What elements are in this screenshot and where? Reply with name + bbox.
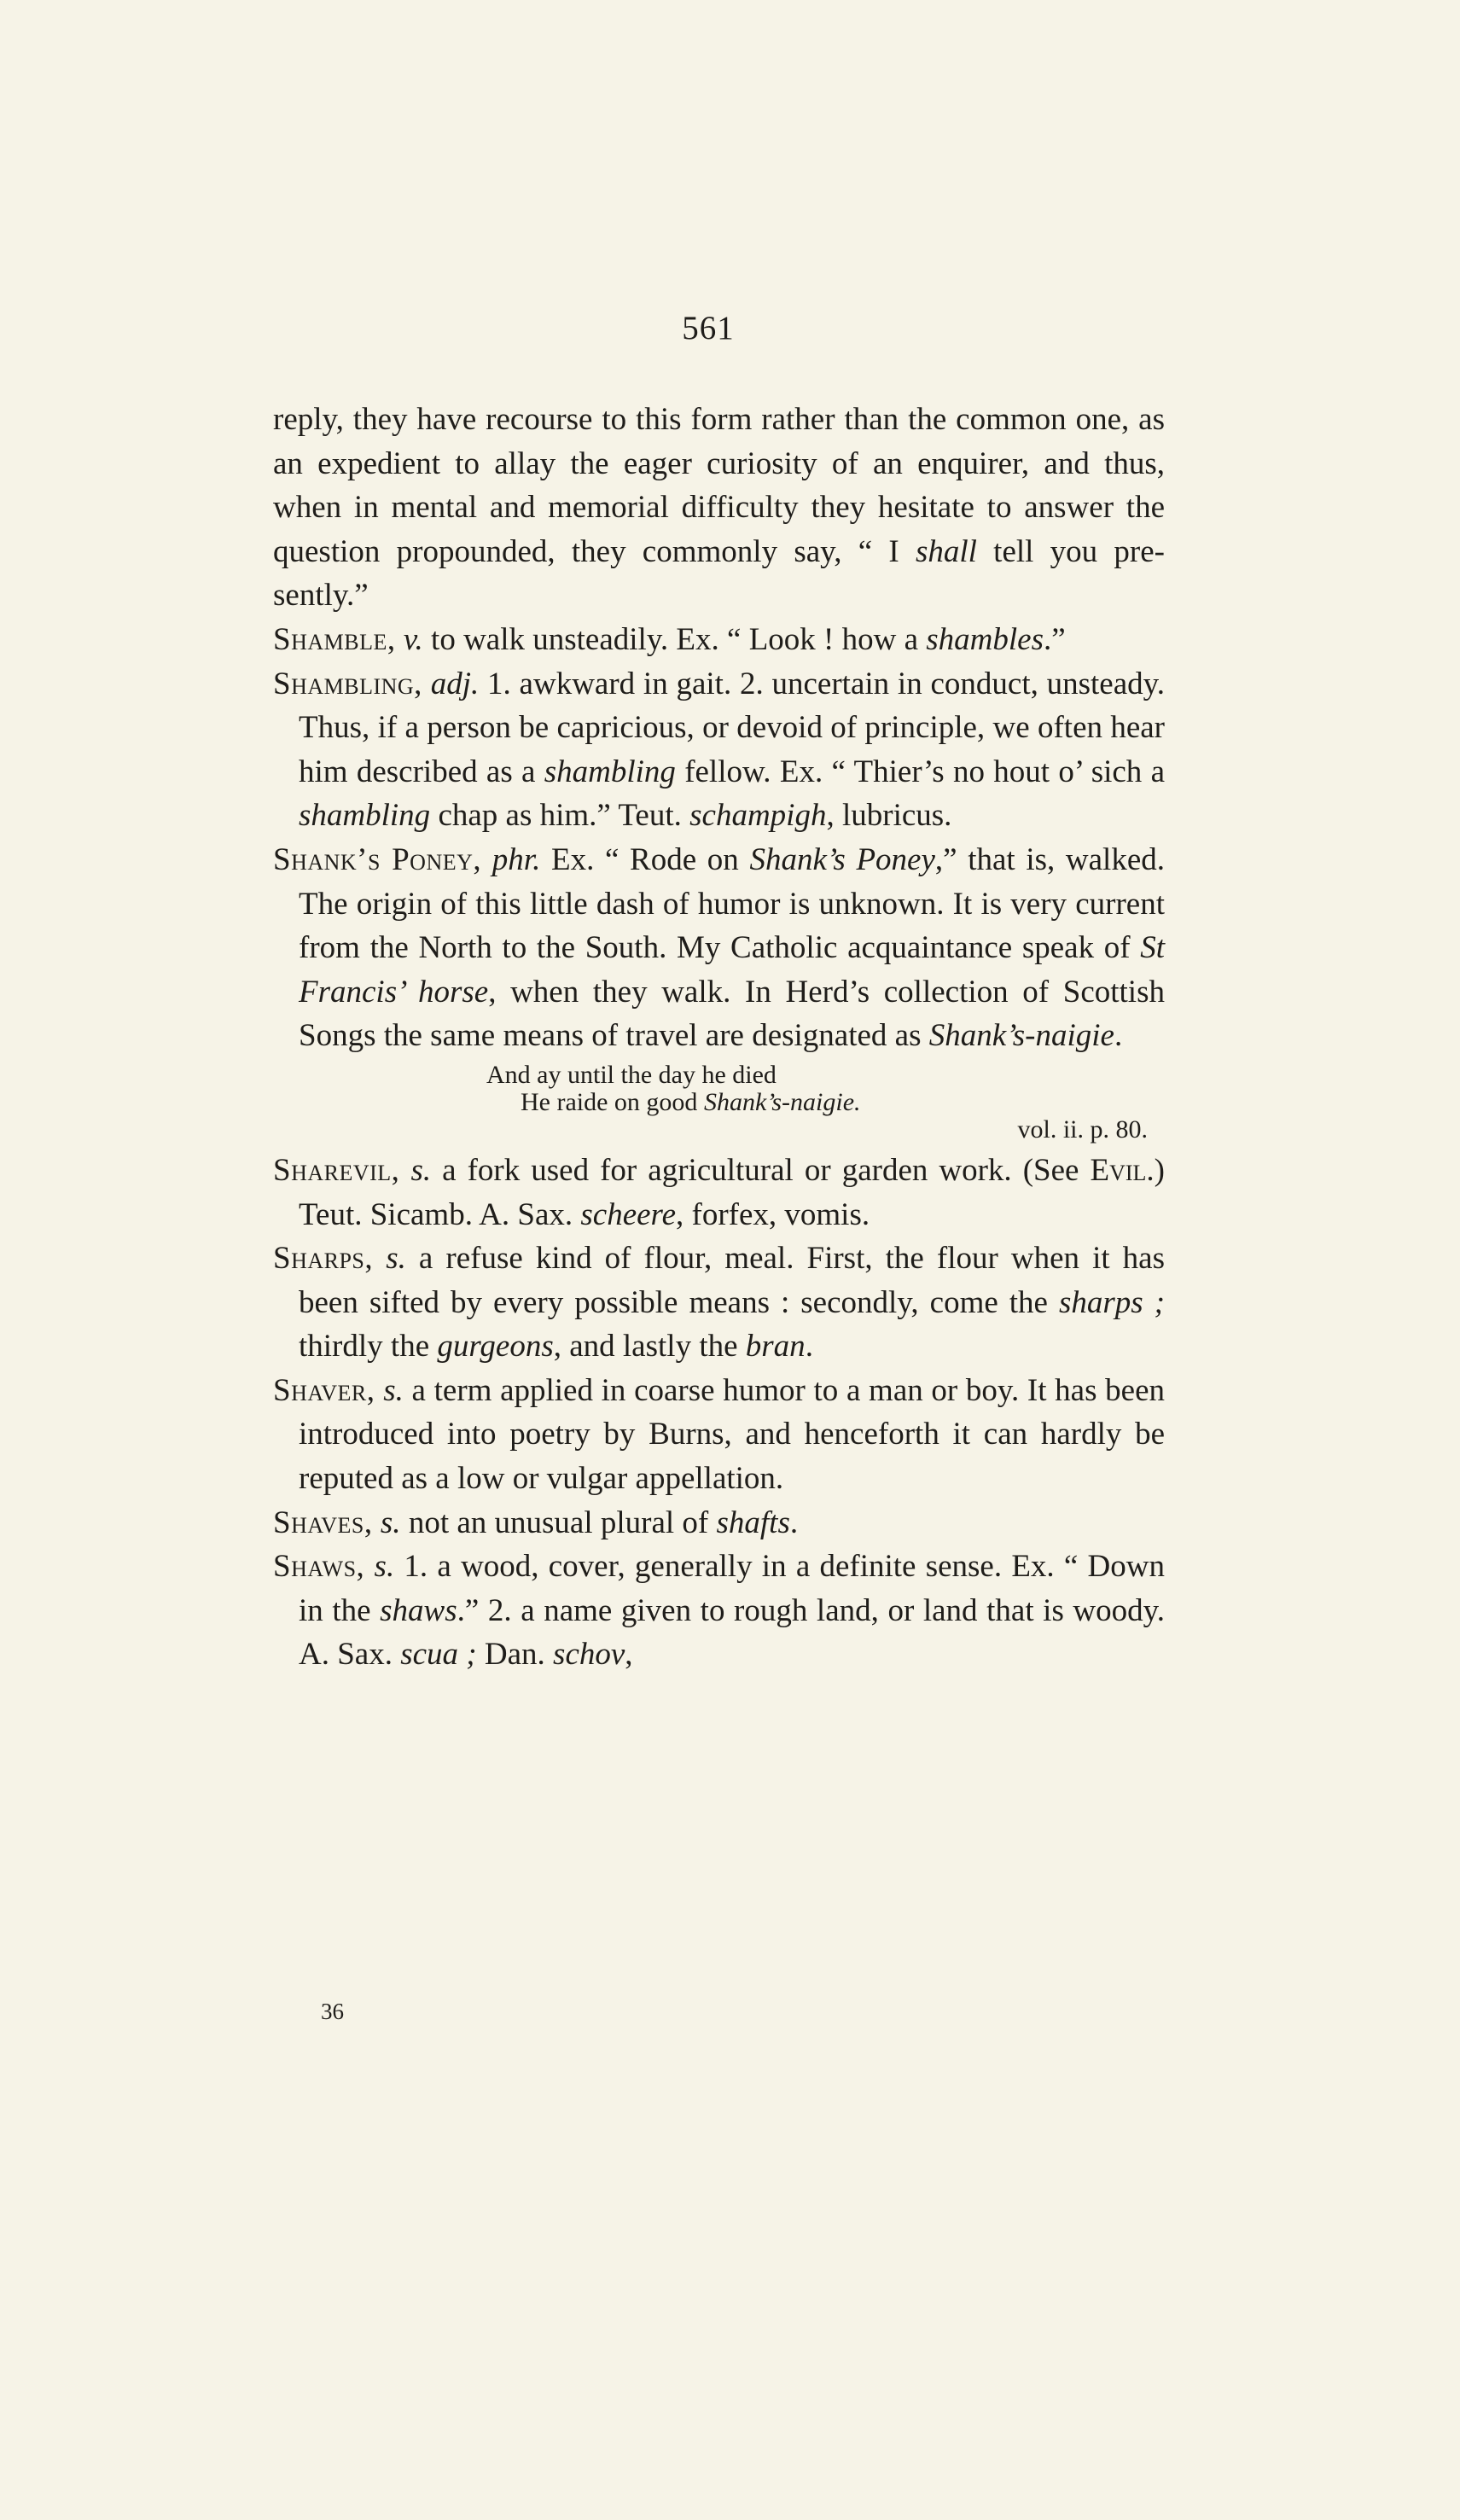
text-span: thirdly the (299, 1329, 438, 1365)
italic-span: scheere (580, 1196, 677, 1232)
quotation-reference: vol. ii. p. 80. (1017, 1115, 1148, 1144)
verse-line (273, 1089, 1165, 1116)
part-of-speech: phr. (492, 841, 541, 877)
text-span: chap as him.” Teut. (430, 798, 690, 834)
text-span: Ex. “ Rode on (540, 841, 750, 877)
entry-shaws (273, 1545, 1165, 1677)
entry-shambling (273, 662, 1165, 838)
text-span: a refuse kind of flour, meal. First, the flour when it has been sifted by every possible means : secondly, come the (299, 1241, 1166, 1320)
headword: Shambling, (273, 666, 422, 701)
text-span: . (805, 1329, 813, 1365)
text-span: . (789, 1504, 799, 1540)
italic-span: shambling (544, 754, 676, 789)
entry-sharevil (273, 1149, 1165, 1237)
text-span: to walk unsteadily. Ex. “ Look ! how a (422, 621, 927, 657)
text-span: .” (1044, 621, 1066, 657)
italic-span: Shank’s-naigie. (703, 1087, 861, 1116)
italic-span: scua ; (400, 1637, 477, 1673)
text-span: .) Teut. Sicamb. A. Sax. (299, 1152, 1165, 1232)
page-number: 561 (682, 310, 735, 346)
text-span: , (625, 1637, 633, 1673)
text-span: . (1114, 1018, 1123, 1054)
entry-sharps (273, 1237, 1165, 1369)
text-span: 1. awkward in gait. 2. uncertain in conduct, unsteady. Thus, if a person be capricious, or devoid of principle, we often hear him described as a (299, 666, 1166, 789)
text-span: , lubricus. (826, 798, 952, 834)
headword: Shamble, (273, 621, 396, 657)
entry-shaver (273, 1369, 1165, 1501)
verse-quotation (273, 1062, 1165, 1144)
text-span: fellow. Ex. “ Thier’s no hout o’ sich a (675, 754, 1166, 789)
italic-span: shafts (716, 1504, 790, 1540)
entry-shanks-poney (273, 838, 1165, 1058)
cross-reference: Evil (1090, 1152, 1147, 1188)
italic-span: shall (915, 533, 977, 569)
text-span: a fork used for agricultural or garden work. (See (431, 1152, 1091, 1188)
text-span: reply, they have recourse to this form rather than the common one, as an expedient to allay the eager curiosity of an enquirer, and thus, when in mental and memorial difficulty they hesitate to answer the question propounded, they commonly say, “ I (273, 402, 1165, 569)
headword: Shaves, (273, 1504, 373, 1540)
part-of-speech: s. (386, 1241, 406, 1277)
text-span: He raide on good (521, 1087, 704, 1116)
text-span: ,” that is, walked. The origin of this little dash of humor is unknown. It is very current from the North to the South. My Catholic acquaintance speak of (299, 841, 1166, 966)
italic-span: bran (745, 1329, 806, 1365)
headword: Shaver, (273, 1372, 375, 1408)
text-span: not an unusual plural of (400, 1504, 717, 1540)
text-span: , when they walk. In Herd’s collection of Scottish Songs the same means of travel are designated as (299, 974, 1165, 1054)
part-of-speech: v. (403, 621, 423, 657)
italic-span: shambles (926, 621, 1044, 657)
italic-span: gurgeons (437, 1329, 554, 1365)
italic-span: shambling (299, 798, 431, 834)
headword: Shank’s Poney, (273, 841, 482, 877)
part-of-speech: s. (380, 1504, 401, 1540)
italic-span: schampigh (689, 798, 827, 834)
continuation-paragraph (273, 398, 1165, 618)
verse-line: And ay until the day he died (486, 1060, 777, 1089)
italic-span: St Francis’ horse (299, 930, 1165, 1010)
entry-shaves (273, 1501, 1165, 1545)
italic-span: shaws (380, 1592, 457, 1628)
headword: Sharevil, (273, 1152, 400, 1188)
text-span: tell you pre-sently.” (273, 533, 1165, 614)
text-span: , forfex, vomis. (676, 1196, 870, 1232)
italic-span: Shank’s Poney (749, 841, 935, 877)
headword: Sharps, (273, 1241, 374, 1277)
italic-span: schov (553, 1637, 625, 1673)
text-span: .” 2. a name given to rough land, or land that is woody. A. Sax. (299, 1592, 1165, 1673)
part-of-speech: adj. (430, 666, 480, 701)
body-text (273, 398, 1165, 1677)
text-span: a term applied in coarse humor to a man or boy. It has been introduced into poetry by Burns, and henceforth it can hardly be reputed as a low or vulgar appellation. (299, 1372, 1166, 1497)
part-of-speech: s. (374, 1549, 395, 1585)
part-of-speech: s. (383, 1372, 404, 1408)
printer-signature: 36 (321, 1999, 344, 2024)
text-span: , and lastly the (553, 1329, 746, 1365)
headword: Shaws, (273, 1549, 365, 1585)
text-span: Dan. (476, 1637, 554, 1673)
italic-span: sharps ; (1058, 1284, 1165, 1320)
italic-span: Shank’s-naigie (928, 1018, 1114, 1054)
entry-shamble (273, 618, 1165, 662)
part-of-speech: s. (410, 1152, 432, 1188)
text-span: 1. a wood, cover, generally in a definite sense. Ex. “ Down in the (299, 1549, 1165, 1628)
